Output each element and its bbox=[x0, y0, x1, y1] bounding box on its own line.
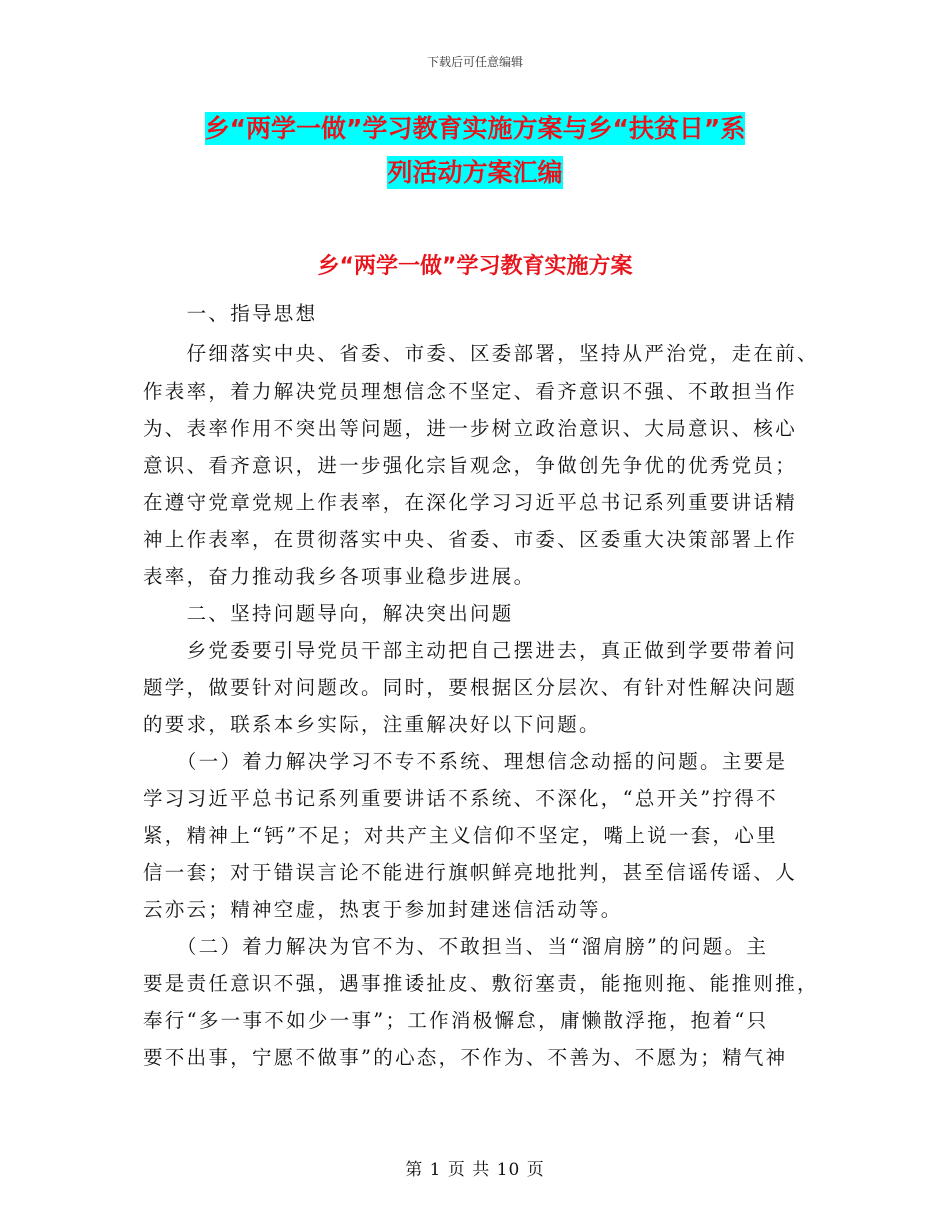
body-line: 信一套；对于错误言论不能进行旗帜鲜亮地批判，甚至信谣传谣、人 bbox=[143, 861, 798, 884]
document-title-line-2 bbox=[0, 158, 950, 188]
body-line: 二、坚持问题导向，解决突出问题 bbox=[143, 602, 514, 625]
body-line: 为、表率作用不突出等问题，进一步树立政治意识、大局意识、核心 bbox=[143, 417, 798, 440]
body-line: 神上作表率，在贯彻落实中央、省委、市委、区委重大决策部署上作 bbox=[143, 528, 798, 551]
header-note: 下载后可任意编辑 bbox=[426, 55, 523, 69]
title-highlight-1: 乡“两学一做”学习教育实施方案与乡“扶贫日”系 bbox=[204, 114, 746, 143]
body-line: 学习习近平总书记系列重要讲话不系统、不深化，“总开关”拧得不 bbox=[143, 787, 778, 810]
body-line: 要是责任意识不强，遇事推诿扯皮、敷衍塞责，能拖则拖、能推则推， bbox=[143, 972, 819, 995]
body-line: 一、指导思想 bbox=[143, 302, 318, 325]
body-line: 云亦云；精神空虚，热衷于参加封建迷信活动等。 bbox=[143, 898, 623, 921]
body-line: 仔细落实中央、省委、市委、区委部署，坚持从严治党，走在前、 bbox=[143, 342, 819, 365]
body-line: 表率，奋力推动我乡各项事业稳步进展。 bbox=[143, 565, 536, 588]
document-title-line-1 bbox=[0, 114, 950, 144]
body-line: 要不出事，宁愿不做事”的心态，不作为、不善为、不愿为；精气神 bbox=[143, 1046, 788, 1069]
body-line: 题学，做要针对问题改。同时，要根据区分层次、有针对性解决问题 bbox=[143, 676, 798, 699]
body-line: 紧，精神上“钙”不足；对共产主义信仰不坚定，嘴上说一套，心里 bbox=[143, 824, 778, 847]
body-line: 的要求，联系本乡实际，注重解决好以下问题。 bbox=[143, 713, 601, 736]
body-line: （一）着力解决学习不专不系统、理想信念动摇的问题。主要是 bbox=[143, 750, 788, 773]
body-line: 奉行“多一事不如少一事”；工作消极懈怠，庸懒散浮拖，抱着“只 bbox=[143, 1009, 769, 1032]
title-highlight-2: 列活动方案汇编 bbox=[387, 158, 563, 187]
section-title: 乡“两学一做”学习教育实施方案 bbox=[317, 254, 633, 279]
body-line: 乡党委要引导党员干部主动把自己摆进去，真正做到学要带着问 bbox=[143, 639, 798, 662]
page-footer: 第 1 页 共 10 页 bbox=[405, 1160, 545, 1180]
body-line: 作表率，着力解决党员理想信念不坚定、看齐意识不强、不敢担当作 bbox=[143, 380, 798, 403]
body-line: （二）着力解决为官不为、不敢担当、当“溜肩膀”的问题。主 bbox=[143, 935, 769, 958]
body-line: 在遵守党章党规上作表率，在深化学习习近平总书记系列重要讲话精 bbox=[143, 491, 798, 514]
body-line: 意识、看齐意识，进一步强化宗旨观念，争做创先争优的优秀党员； bbox=[143, 454, 798, 477]
